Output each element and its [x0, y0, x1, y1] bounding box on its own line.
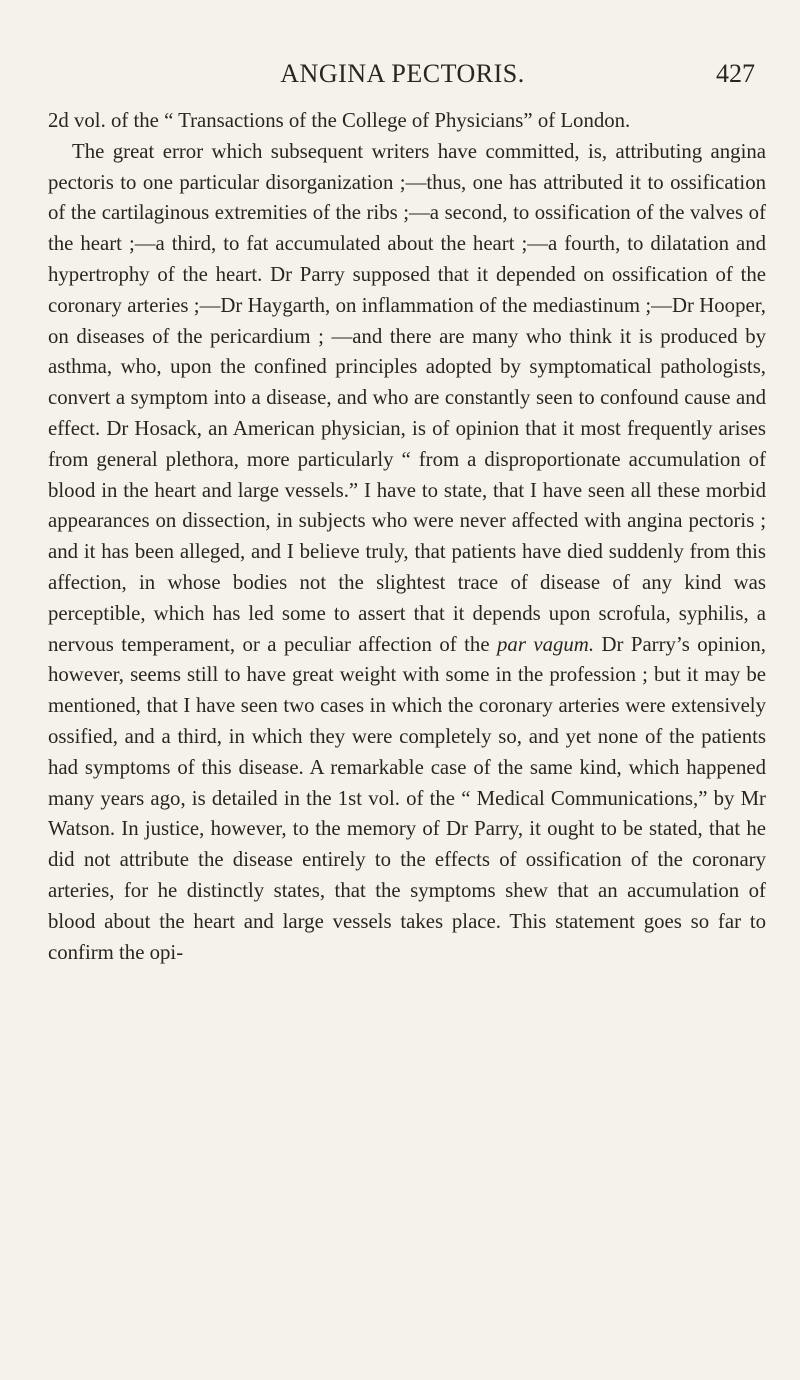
- opening-paragraph: 2d vol. of the “ Transactions of the College of Physicians” of London.: [48, 109, 631, 132]
- running-head: [0, 58, 800, 98]
- main-paragraph-part-1: The great error which subsequent writers have committed, is, attributing angina pectoris to one particular disorganization ;—thus, one has attributed it to ossification of the cartilaginous extremities of the ribs ;—a second, to ossification of the valves of the heart ;—a third, to fat accumulated about the heart ;—a fourth, to dilatation and hypertrophy of the heart. Dr Parry supposed that it depended on ossification of the coronary arteries ;—Dr Haygarth, on inflammation of the mediastinum ;—Dr Hooper, on diseases of the pericardium ; —and there are many who think it is produced by asthma, who, upon the confined principles adopted by symptomatical pathologists, convert a symptom into a disease, and who are constantly seen to confound cause and effect. Dr Hosack, an American physician, is of opinion that it most frequently arises from general plethora, more particularly “ from a disproportionate accumulation of blood in the heart and large vessels.” I have to state, that I have seen all these morbid appearances on dissection, in subjects who were never affected with angina pectoris ; and it has been alleged, and I believe truly, that patients have died suddenly from this affection, in whose bodies not the slightest trace of disease of any kind was perceptible, which has led some to assert that it depends upon scrofula, syphilis, a nervous temperament, or a peculiar affection of the: [48, 139, 766, 656]
- italic-term: par vagum.: [497, 632, 595, 656]
- running-title: ANGINA PECTORIS.: [280, 59, 525, 88]
- page-number: 427: [716, 59, 755, 88]
- main-paragraph: [48, 137, 766, 969]
- main-paragraph-part-2: Dr Parry’s opinion, however, seems still to have great weight with some in the profession ; but it may be mentioned, that I have seen two cases in which the coronary arteries were extensively ossified, and a third, in which they were completely so, and yet none of the patients had symptoms of this disease. A remarkable case of the same kind, which happened many years ago, is detailed in the 1st vol. of the “ Medical Communications,” by Mr Watson. In justice, however, to the memory of Dr Parry, it ought to be stated, that he did not attribute the disease entirely to the effects of ossification of the coronary arteries, for he distinctly states, that the symptoms shew that an accumulation of blood about the heart and large vessels takes place. This statement goes so far to confirm the opi-: [48, 632, 767, 964]
- body-text: [48, 106, 766, 968]
